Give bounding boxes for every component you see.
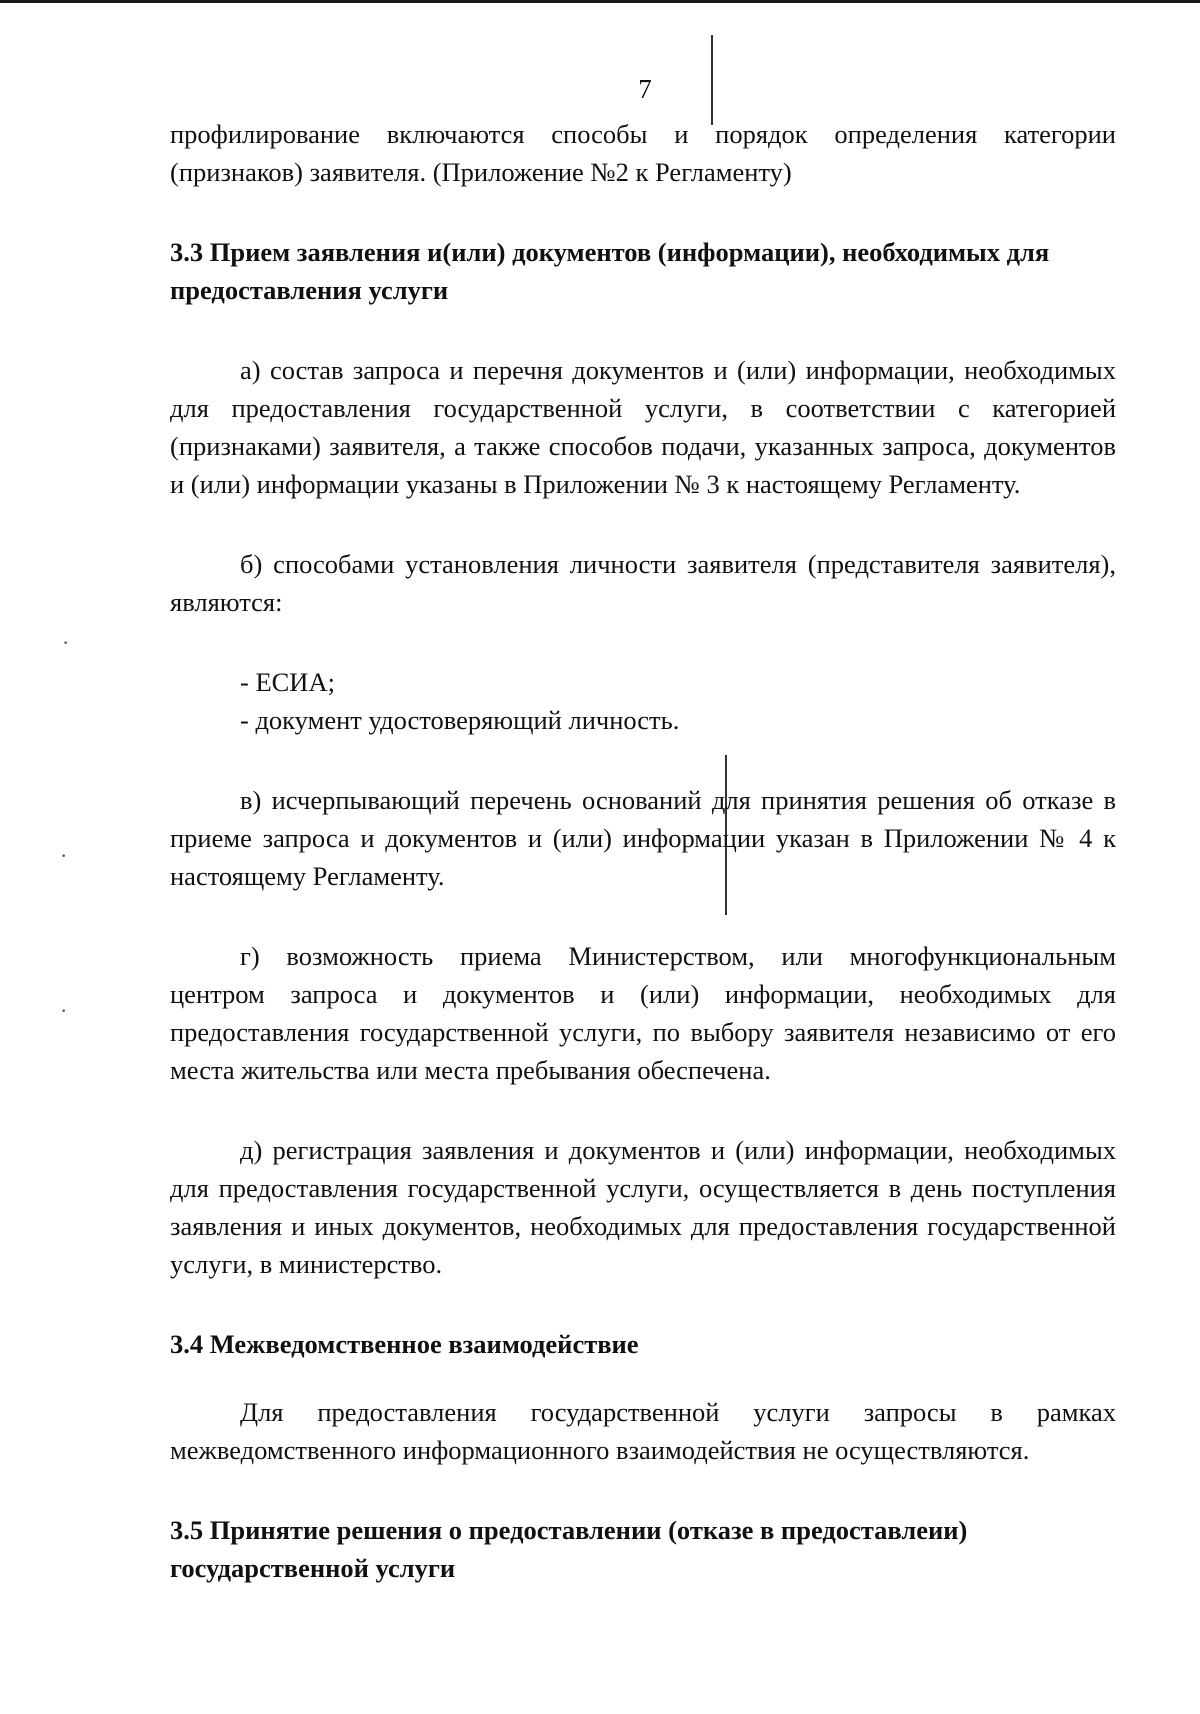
section-3-5-heading-line1: 3.5 Принятие решения о предоставлении (отказе в предоставлеии): [170, 1515, 968, 1545]
paragraph-item-g: г) возможность приема Министерством, или многофункциональным центром запроса и документов и (или) информации, необходимых для предоставления государственной услуги, по выбору заявителя независимо от его места жительства или места пребывания обеспечена.: [170, 941, 1116, 1085]
scan-top-edge: [0, 0, 1200, 3]
document-body: [170, 115, 1116, 1587]
intro-paragraph: профилирование включаются способы и порядок определения категории (признаков) заявителя. (Приложение №2 к Регламенту): [170, 119, 1116, 187]
paragraph-item-d: д) регистрация заявления и документов и (или) информации, необходимых для предоставления государственной услуги, осуществляется в день поступления заявления и иных документов, необходимых для предоставления государственной услуги, в министерство.: [170, 1135, 1116, 1279]
section-3-3-heading-line2: предоставления услуги: [170, 275, 449, 305]
scan-speck: ·: [60, 998, 68, 1023]
paragraph-item-b: б) способами установления личности заявителя (представителя заявителя), являются:: [170, 549, 1116, 617]
paragraph-item-a: а) состав запроса и перечня документов и (или) информации, необходимых для предоставления государственной услуги, в соответствии с категорией (признаками) заявителя, а также способов подачи, указанных запроса, документов и (или) информации указаны в Приложении № 3 к настоящему Регламенту.: [170, 355, 1116, 499]
list-item-id-document: - документ удостоверяющий личность.: [240, 705, 680, 735]
list-item-esia: - ЕСИА;: [240, 667, 335, 697]
scan-artifact-line-upper: [711, 35, 713, 125]
section-3-4-paragraph: Для предоставления государственной услуги запросы в рамках межведомственного информационного взаимодействия не осуществляются.: [170, 1397, 1116, 1465]
scan-speck: ·: [62, 630, 70, 655]
paragraph-item-v: в) исчерпывающий перечень оснований для принятия решения об отказе в приеме запроса и документов и (или) информации указан в Приложении № 4 к настоящему Регламенту.: [170, 785, 1116, 891]
section-3-3-heading-line1: 3.3 Прием заявления и(или) документов (информации), необходимых для: [170, 237, 1050, 267]
scan-speck: ·: [60, 843, 68, 868]
page-number: 7: [638, 74, 652, 104]
section-3-4-heading: 3.4 Межведомственное взаимодействие: [170, 1329, 639, 1359]
section-3-5-heading-line2: государственной услуги: [170, 1553, 456, 1583]
